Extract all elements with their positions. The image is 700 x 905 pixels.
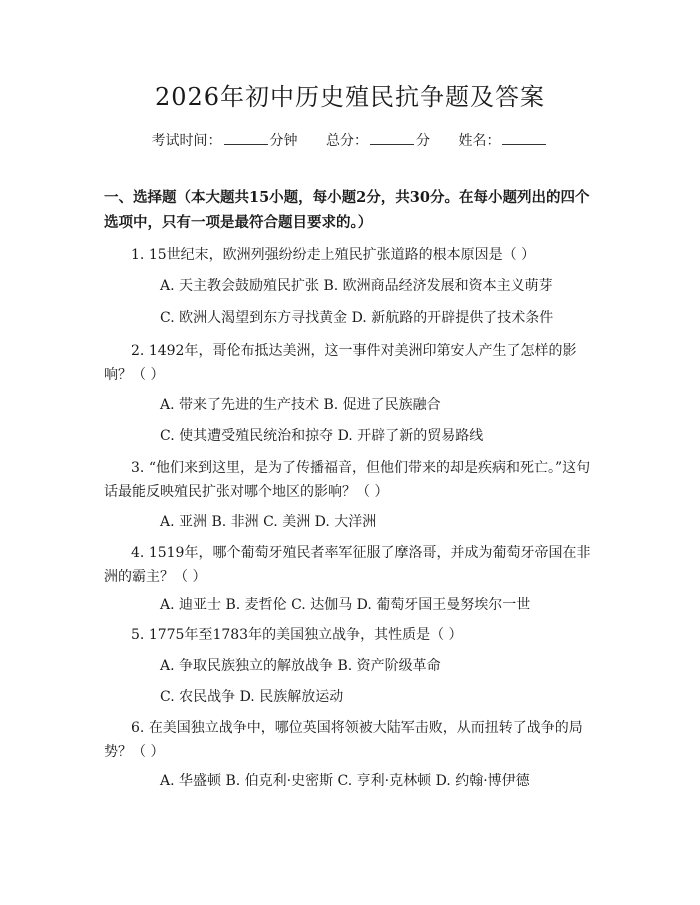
- question-2: [104, 339, 594, 387]
- total-score-label: 总分：: [326, 133, 368, 149]
- page-title: 2026年初中历史殖民抗争题及答案: [154, 83, 546, 111]
- exam-time-unit: 分钟: [269, 133, 298, 149]
- name-label: 姓名：: [458, 133, 501, 149]
- question-6-options-row-1: A. 华盛顿 B. 伯克利·史密斯 C. 亨利·克林顿 D. 约翰·博伊德: [160, 773, 530, 789]
- exam-time-blank[interactable]: [224, 130, 268, 145]
- question-text: 15世纪末，欧洲列强纷纷走上殖民扩张道路的根本原因是（ ）: [148, 247, 536, 263]
- question-5-options-row-2: C. 农民战争 D. 民族解放运动: [160, 689, 344, 705]
- exam-time-label: 考试时间：: [151, 133, 222, 149]
- question-text: 在美国独立战争中，哪位英国将领被大陆军击败，从而扭转了战争的局势？（ ）: [104, 720, 583, 760]
- section-heading: 一、选择题（本大题共15小题，每小题2分，共30分。在每小题列出的四个选项中，只有一项是最符合题目要求的。）: [104, 189, 590, 231]
- question-text: 1492年，哥伦布抵达美洲，这一事件对美洲印第安人产生了怎样的影响？（ ）: [104, 343, 577, 383]
- question-5: [104, 623, 594, 647]
- exam-info-line: [0, 130, 700, 152]
- question-1-options-row-2: C. 欧洲人渴望到东方寻找黄金 D. 新航路的开辟提供了技术条件: [160, 310, 554, 326]
- question-2-options-row-1: A. 带来了先进的生产技术 B. 促进了民族融合: [160, 397, 441, 413]
- question-stem: [104, 243, 594, 267]
- question-number: 3.: [131, 460, 145, 476]
- question-number: 5.: [131, 627, 145, 643]
- question-2-options-row-2: C. 使其遭受殖民统治和掠夺 D. 开辟了新的贸易路线: [160, 428, 484, 444]
- question-stem: [104, 623, 594, 647]
- total-score-unit: 分: [416, 133, 430, 149]
- question-number: 1.: [131, 247, 145, 263]
- question-number: 4.: [131, 545, 145, 561]
- question-stem: [104, 716, 594, 764]
- question-3-options-row-1: A. 亚洲 B. 非洲 C. 美洲 D. 大洋洲: [160, 514, 377, 530]
- question-stem: [104, 541, 594, 589]
- question-6: [104, 716, 594, 764]
- question-text: 1775年至1783年的美国独立战争，其性质是（ ）: [148, 627, 463, 643]
- total-score-field: [326, 130, 430, 152]
- question-number: 2.: [131, 343, 145, 359]
- question-4-options-row-1: A. 迪亚士 B. 麦哲伦 C. 达伽马 D. 葡萄牙国王曼努埃尔一世: [160, 597, 531, 613]
- question-text: “他们来到这里，是为了传播福音，但他们带来的却是疾病和死亡。”这句话最能反映殖民扩张对哪个地区的影响？（ ）: [104, 460, 591, 500]
- question-text: 1519年，哪个葡萄牙殖民者率军征服了摩洛哥，并成为葡萄牙帝国在非洲的霸主？（ ）: [104, 545, 591, 585]
- exam-time-field: [152, 130, 298, 152]
- question-stem: [104, 339, 594, 387]
- name-blank[interactable]: [502, 130, 546, 145]
- question-3: [104, 456, 594, 504]
- question-number: 6.: [131, 720, 145, 736]
- question-1-options-row-1: A. 天主教会鼓励殖民扩张 B. 欧洲商品经济发展和资本主义萌芽: [160, 278, 553, 294]
- question-1: [104, 243, 594, 267]
- question-5-options-row-1: A. 争取民族独立的解放战争 B. 资产阶级革命: [160, 658, 441, 674]
- question-stem: [104, 456, 594, 504]
- total-score-blank[interactable]: [370, 130, 414, 145]
- name-field: [458, 130, 548, 152]
- question-4: [104, 541, 594, 589]
